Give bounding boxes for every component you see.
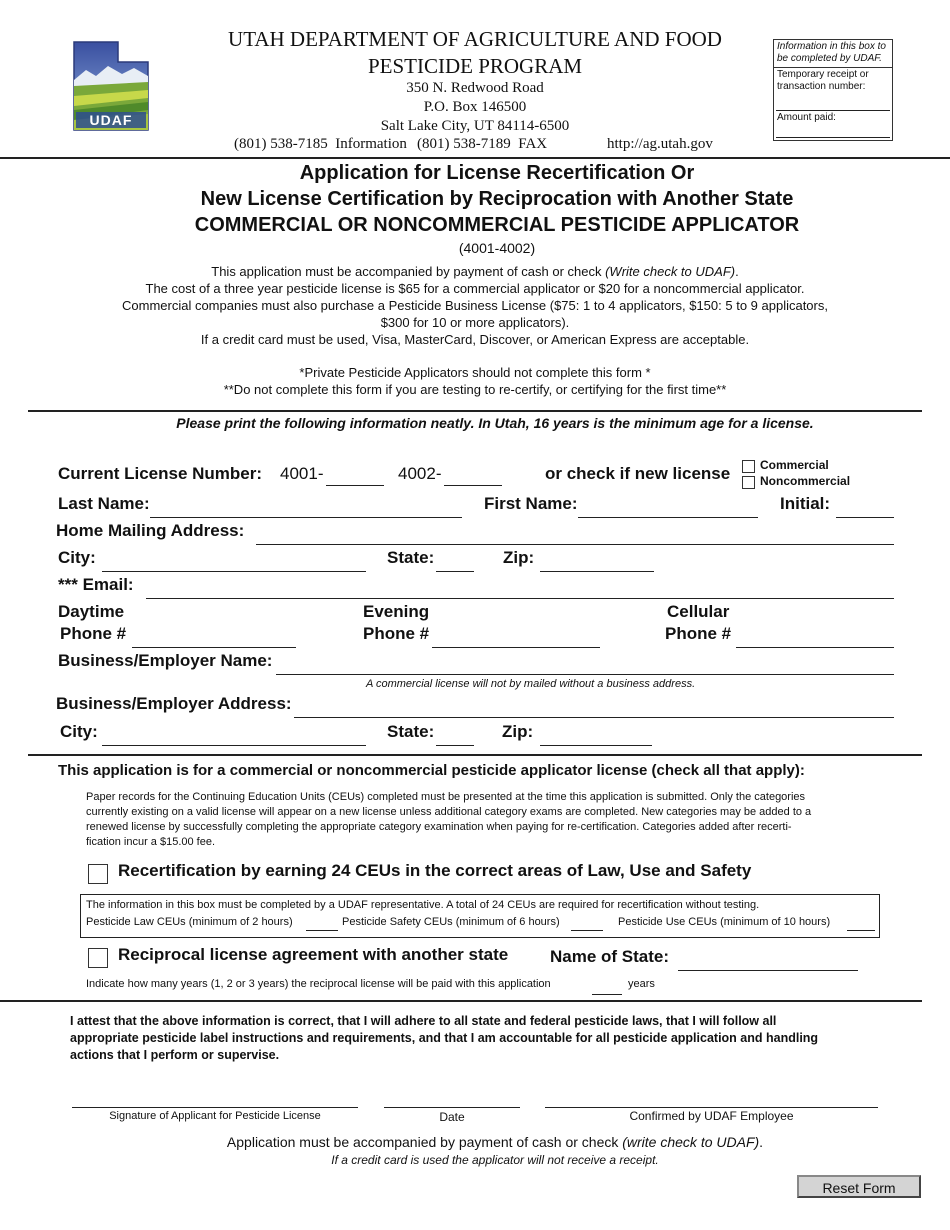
attest-line-2: appropriate pesticide label instructions and requirements, and that I am accountable for all pesticide application and handling bbox=[70, 1031, 819, 1045]
ceu-paragraph-3: renewed license by successfully completing the appropriate category examination when paying for re-certification. Categories added after recerti- bbox=[86, 821, 792, 833]
commercial-checkbox[interactable] bbox=[742, 460, 755, 473]
amount-paid-input[interactable] bbox=[776, 120, 890, 138]
title-line-3: COMMERCIAL OR NONCOMMERCIAL PESTICIDE APPLICATOR bbox=[194, 214, 800, 236]
home-address-input[interactable] bbox=[256, 525, 894, 545]
section-heading: This application is for a commercial or noncommercial pesticide applicator license (check all that apply): bbox=[58, 762, 805, 779]
intro-payment: This application must be accompanied by payment of cash or check (Write check to UDAF). bbox=[211, 264, 739, 279]
business-address-label: Business/Employer Address: bbox=[56, 694, 292, 713]
business-name-input[interactable] bbox=[276, 655, 894, 675]
city-address: Salt Lake City, UT 84114-6500 bbox=[380, 118, 570, 134]
reciprocal-label: Reciprocal license agreement with another state bbox=[118, 945, 509, 964]
noncommercial-label: Noncommercial bbox=[760, 474, 851, 488]
udaf-confirmation-input[interactable] bbox=[545, 1088, 878, 1108]
business-city-input[interactable] bbox=[102, 726, 366, 746]
state-label: State: bbox=[387, 548, 435, 567]
first-name-label: First Name: bbox=[484, 494, 578, 513]
cellular-label: Cellular bbox=[667, 602, 730, 621]
business-zip-label: Zip: bbox=[502, 722, 534, 741]
state-name-input[interactable] bbox=[678, 951, 858, 971]
attest-line-3: actions that I perform or supervise. bbox=[70, 1048, 280, 1062]
po-box: P.O. Box 146500 bbox=[423, 99, 527, 115]
business-name-label: Business/Employer Name: bbox=[58, 651, 273, 670]
business-address-input[interactable] bbox=[294, 698, 894, 718]
intro-business-license: Commercial companies must also purchase a Pesticide Business License ($75: 1 to 4 applicators, $150: 5 to 9 applicators, bbox=[122, 298, 828, 313]
evening-label: Evening bbox=[363, 602, 430, 621]
zip-input[interactable] bbox=[540, 552, 654, 572]
website: http://ag.utah.gov bbox=[607, 136, 713, 152]
safety-ceu-label: Pesticide Safety CEUs (minimum of 6 hours) bbox=[342, 916, 560, 928]
receipt-number-input[interactable] bbox=[776, 93, 890, 111]
footer-payment-note: Application must be accompanied by payment of cash or check (write check to UDAF). bbox=[226, 1134, 764, 1150]
email-label: *** Email: bbox=[58, 575, 134, 594]
print-neatly-instruction: Please print the following information neatly. In Utah, 16 years is the minimum age for a license. bbox=[176, 415, 814, 431]
daytime-label: Daytime bbox=[58, 602, 125, 621]
home-address-label: Home Mailing Address: bbox=[56, 521, 245, 540]
business-city-label: City: bbox=[60, 722, 98, 741]
evening-phone-input[interactable] bbox=[432, 628, 600, 648]
footer-credit-card-note: If a credit card is used the applicator will not receive a receipt. bbox=[331, 1153, 659, 1167]
private-applicator-note: *Private Pesticide Applicators should not complete this form * bbox=[299, 365, 651, 380]
prefix-4002: 4002- bbox=[398, 464, 442, 483]
last-name-input[interactable] bbox=[150, 498, 462, 518]
intro-cost: The cost of a three year pesticide license is $65 for a commercial applicator or $20 for a noncommercial applicator. bbox=[145, 281, 805, 296]
prefix-4001: 4001- bbox=[280, 464, 324, 483]
email-input[interactable] bbox=[146, 579, 894, 599]
attest-line-1: I attest that the above information is correct, that I will adhere to all state and federal pesticide laws, that I will follow all bbox=[70, 1014, 777, 1028]
commercial-label: Commercial bbox=[760, 458, 829, 472]
phone-information: (801) 538-7185 Information bbox=[234, 136, 407, 152]
cellular-phone-label: Phone # bbox=[665, 624, 732, 643]
city-input[interactable] bbox=[102, 552, 366, 572]
title-line-1: Application for License Recertification Or bbox=[299, 162, 695, 184]
initial-input[interactable] bbox=[836, 498, 894, 518]
last-name-label: Last Name: bbox=[58, 494, 150, 513]
reset-form-button[interactable]: Reset Form bbox=[797, 1175, 921, 1198]
recertification-label: Recertification by earning 24 CEUs in the correct areas of Law, Use and Safety bbox=[118, 861, 752, 880]
business-state-input[interactable] bbox=[436, 726, 474, 746]
header-rule bbox=[0, 157, 950, 159]
reciprocal-checkbox[interactable] bbox=[88, 948, 108, 968]
applicant-signature-input[interactable] bbox=[72, 1088, 358, 1108]
use-ceu-label: Pesticide Use CEUs (minimum of 10 hours) bbox=[618, 916, 831, 928]
business-zip-input[interactable] bbox=[540, 726, 652, 746]
phone-fax: (801) 538-7189 FAX bbox=[417, 136, 548, 152]
udaf-confirmation-label: Confirmed by UDAF Employee bbox=[629, 1109, 794, 1123]
udaf-office-box bbox=[773, 39, 893, 141]
receipt-label: Temporary receipt or transaction number: bbox=[777, 69, 869, 92]
state-input[interactable] bbox=[436, 552, 474, 572]
license-4001-input[interactable] bbox=[326, 466, 384, 486]
date-input[interactable] bbox=[384, 1088, 520, 1108]
first-name-input[interactable] bbox=[578, 498, 758, 518]
agency-name: UTAH DEPARTMENT OF AGRICULTURE AND FOOD bbox=[228, 27, 722, 51]
amount-paid-label: Amount paid: bbox=[777, 112, 836, 123]
intro-business-license-cont: $300 for 10 or more applicators). bbox=[380, 315, 570, 330]
office-box-header: Information in this box to be completed by UDAF. bbox=[777, 41, 886, 64]
business-address-note: A commercial license will not by mailed without a business address. bbox=[366, 678, 696, 690]
ceu-paragraph-1: Paper records for the Continuing Education Units (CEUs) completed must be presented at the time this application is submitted. Only the categories bbox=[86, 791, 806, 803]
recertification-checkbox[interactable] bbox=[88, 864, 108, 884]
applicant-signature-label: Signature of Applicant for Pesticide License bbox=[109, 1110, 321, 1122]
use-ceu-input[interactable] bbox=[847, 915, 875, 931]
initial-label: Initial: bbox=[780, 494, 831, 513]
cellular-phone-input[interactable] bbox=[736, 628, 894, 648]
evening-phone-label: Phone # bbox=[363, 624, 430, 643]
ceu-box bbox=[80, 894, 880, 938]
program-name: PESTICIDE PROGRAM bbox=[367, 54, 583, 78]
noncommercial-checkbox[interactable] bbox=[742, 476, 755, 489]
years-unit: years bbox=[628, 978, 655, 990]
reciprocal-years-input[interactable] bbox=[592, 977, 622, 995]
form-rule bbox=[28, 754, 922, 756]
logo-text: UDAF bbox=[89, 112, 133, 128]
daytime-phone-label: Phone # bbox=[60, 624, 127, 643]
office-box-divider bbox=[774, 67, 892, 68]
intro-credit-card: If a credit card must be used, Visa, MasterCard, Discover, or American Express are acceptable. bbox=[200, 332, 750, 347]
intro-rule bbox=[28, 410, 922, 412]
business-state-label: State: bbox=[387, 722, 435, 741]
udaf-logo bbox=[72, 40, 150, 132]
street-address: 350 N. Redwood Road bbox=[406, 80, 544, 96]
testing-note: **Do not complete this form if you are testing to re-certify, or certifying for the first time** bbox=[223, 382, 727, 397]
law-ceu-input[interactable] bbox=[306, 915, 338, 931]
state-name-label: Name of State: bbox=[550, 947, 670, 966]
date-label: Date bbox=[439, 1110, 465, 1124]
safety-ceu-input[interactable] bbox=[571, 915, 603, 931]
license-number-label: Current License Number: bbox=[58, 464, 263, 483]
law-ceu-label: Pesticide Law CEUs (minimum of 2 hours) bbox=[86, 916, 293, 928]
reciprocal-years-text: Indicate how many years (1, 2 or 3 years) the reciprocal license will be paid with this application bbox=[86, 978, 551, 990]
section-rule bbox=[0, 1000, 922, 1002]
title-line-2: New License Certification by Reciprocation with Another State bbox=[200, 188, 794, 210]
daytime-phone-input[interactable] bbox=[132, 628, 296, 648]
new-license-label: or check if new license bbox=[545, 464, 731, 483]
form-code: (4001-4002) bbox=[458, 240, 536, 256]
license-4002-input[interactable] bbox=[444, 466, 502, 486]
ceu-paragraph-2: currently existing on a valid license will appear on a new license unless additional category exams are completed. New categories may be added to a bbox=[86, 806, 812, 818]
zip-label: Zip: bbox=[503, 548, 535, 567]
ceu-paragraph-4: fication incur a $15.00 fee. bbox=[86, 836, 216, 848]
ceu-box-text: The information in this box must be completed by a UDAF representative. A total of 24 CEUs are required for recertification without testing. bbox=[86, 899, 760, 911]
city-label: City: bbox=[58, 548, 96, 567]
